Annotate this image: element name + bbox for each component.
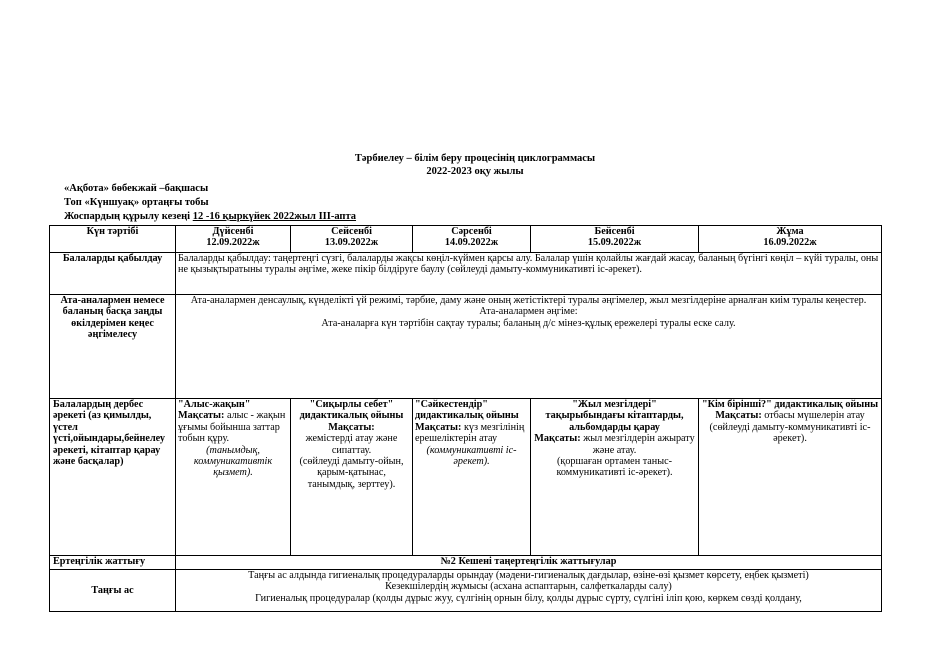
table-row-breakfast [50, 570, 882, 612]
goal-text: күз мезгілінің ерешеліктерін атау [415, 421, 525, 445]
row-label-parents: Ата-аналармен немесе баланың басқа заңды өкілдерімен кеңес әңгімелесу [50, 295, 176, 399]
goal-text: жыл мезгілдерін ажырату және атау. [580, 433, 695, 456]
activity-tue [291, 399, 413, 556]
reception-text: Балаларды қабылдау: таңертеңгі сүзгі, балаларды жақсы көңіл-күймен қарсы алу. Балалар үшін қолайлы жағдай жасау, баланың бүгінгі көңіл – күйі туралы, оны не қызықтыратыны туралы әңгіме, жеке пікір білдіруге баулу (сөйлеуді дамыту-коммуникативті іс-әрекет). [176, 253, 882, 295]
row-label-breakfast: Таңғы ас [50, 570, 176, 612]
activity-title: "Кім бірінші?" дидактикалық ойыны [701, 399, 879, 410]
activity-note: (қоршаған ортамен таныс-коммуникативті іс-әрекет). [556, 456, 673, 479]
period-label: Жоспардың құрылу кезеңі [64, 211, 191, 222]
schedule-table [49, 225, 882, 612]
breakfast-cell [176, 570, 882, 612]
planning-period [64, 211, 356, 223]
goal-text: алыс - жақын ұғымы бойынша заттар тобын құру. [178, 410, 286, 445]
table-header-row [50, 226, 882, 253]
table-row-morning-exercise [50, 556, 882, 570]
table-row-parents [50, 295, 882, 399]
breakfast-line-3: Гигиеналық процедуралар (қолды дұрыс жуу, сүлгінің орнын білу, қолды дұрыс сүрту, сүлгіні іліп қою, көркем сөзді қолдану, [255, 592, 802, 604]
row-label-morning-exercise: Ертеңгілік жаттығу [50, 556, 176, 570]
header-day-fri [699, 226, 882, 253]
activity-mon [176, 399, 291, 556]
activity-title: "Сәйкестендір" дидактикалық ойыны [415, 399, 519, 422]
activity-fri [699, 399, 882, 556]
goal-label: Мақсаты: [715, 410, 762, 422]
kindergarten-name: «Ақбота» бөбекжай –бақшасы [64, 183, 209, 194]
activity-title: "Сиқырлы себет" дидактикалық ойыны [299, 399, 404, 422]
group-name: Топ «Күншуақ» ортаңғы тобы [64, 197, 209, 208]
header-day-wed [413, 226, 531, 253]
header-day-tue [291, 226, 413, 253]
header-daily-routine [50, 226, 176, 253]
parents-cell [176, 295, 882, 399]
header-day-mon [176, 226, 291, 253]
goal-label: Мақсаты: [415, 421, 462, 433]
parents-line-3: Ата-аналарға күн тәртібін сақтау туралы; баланың д/с мінез-құлық ережелері туралы еске салу. [321, 317, 736, 329]
table-row-reception [50, 253, 882, 295]
activity-title: "Алыс-жақын" [178, 399, 251, 410]
breakfast-line-1: Таңғы ас алдында гигиеналық процедураларды орындау (мәдени-гигиеналық дағдылар, өзіне-өзі қызмет көрсету, еңбек қызметі) [248, 570, 809, 581]
day-date: 13.09.2022ж [324, 237, 379, 249]
activity-note: (коммуникативті іс-әрекет). [426, 444, 517, 468]
header-day-thu [531, 226, 699, 253]
header-label: Күн тәртібі [86, 226, 139, 237]
row-label-reception: Балаларды қабылдау [50, 253, 176, 295]
day-date: 12.09.2022ж [206, 237, 260, 249]
parents-line-2: Ата-аналармен әңгіме: [479, 306, 578, 318]
academic-year: 2022-2023 оқу жылы [426, 166, 524, 177]
day-name: Сәрсенбі [451, 226, 492, 237]
table-row-activities [50, 399, 882, 556]
breakfast-line-2: Кезекшілердің жұмысы (асхана аспаптарын, салфеткаларды салу) [385, 581, 672, 593]
parents-line-1: Ата-аналармен денсаулық, күнделікті үй режимі, тәрбие, даму және оның жетістіктері туралы әңгімелер, жыл мезгілдеріне арналған киім туралы кеңестер. [190, 295, 867, 306]
activity-note: (сөйлеуді дамыту-ойын, қарым-қатынас, танымдық, зерттеу). [299, 456, 404, 490]
row-label-activities: Балалардың дербес әрекеті (аз қимылды, үстел үсті,ойындары,бейнелеу әрекеті, кітаптар қарау және басқалар) [50, 399, 176, 556]
goal-text: отбасы мүшелерін атау [761, 410, 865, 422]
activity-title: "Жыл мезгілдері" тақырыбындағы кітаптарды, альбомдарды қарау [545, 399, 684, 433]
day-date: 15.09.2022ж [587, 237, 642, 249]
goal-text: жемістерді атау және сипаттау. [305, 433, 398, 456]
day-name: Жұма [776, 226, 804, 237]
day-name: Сейсенбі [331, 226, 372, 237]
day-name: Дүйсенбі [212, 226, 254, 237]
day-name: Бейсенбі [594, 226, 635, 237]
period-value: 12 -16 қыркүйек 2022жыл ІІІ-апта [192, 211, 357, 222]
goal-label: Мақсаты: [178, 410, 225, 422]
day-date: 16.09.2022ж [763, 237, 817, 249]
goal-label: Мақсаты: [328, 421, 375, 433]
day-date: 14.09.2022ж [444, 237, 499, 249]
morning-exercise-text: №2 Кешені таңертеңгілік жаттығулар [176, 556, 882, 570]
activity-note: (танымдық, коммуникативтік қызмет). [193, 444, 273, 479]
activity-thu [531, 399, 699, 556]
document-title: Тәрбиелеу – білім беру процесінің циклограммасы [354, 153, 596, 164]
goal-label: Мақсаты: [534, 433, 581, 445]
activity-note: (сөйлеуді дамыту-коммуникативті іс-әрекет). [709, 421, 871, 445]
activity-wed [413, 399, 531, 556]
